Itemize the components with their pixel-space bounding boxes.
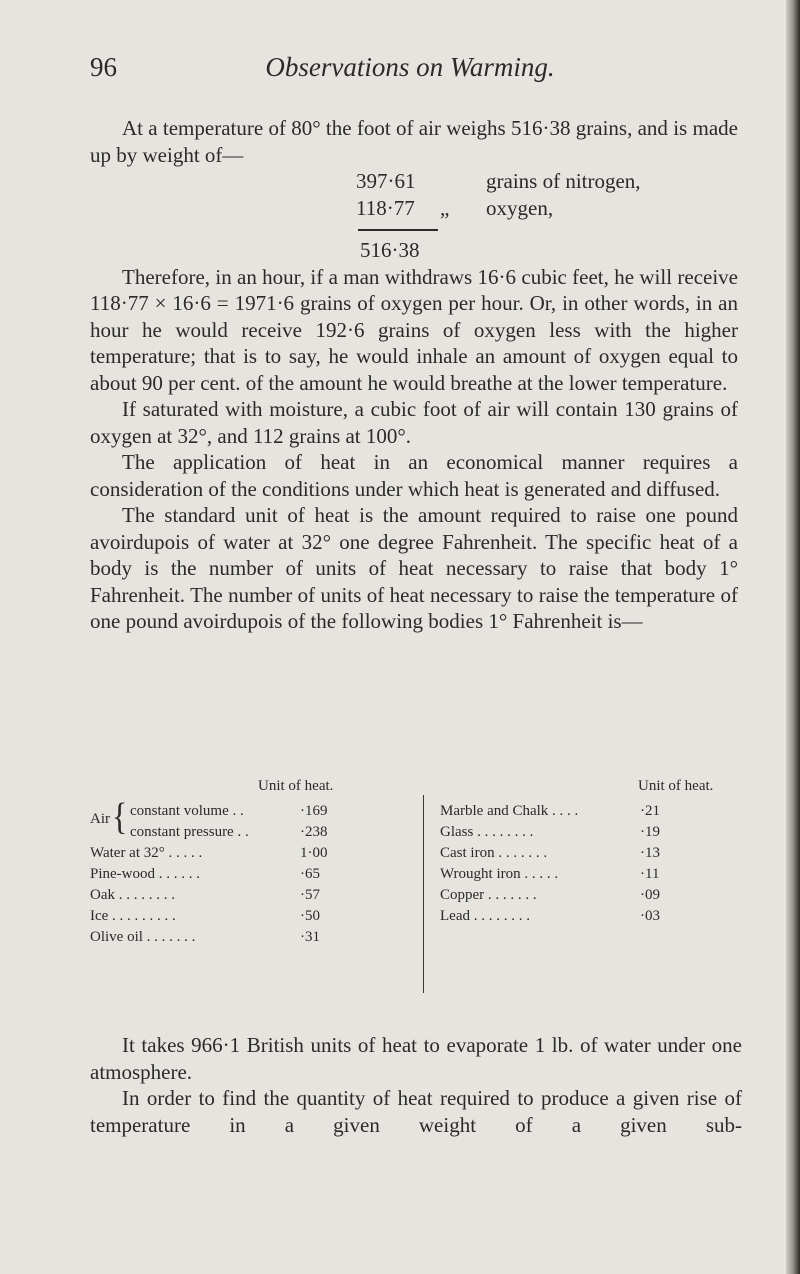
page-number: 96 bbox=[90, 52, 117, 82]
table-row bbox=[90, 843, 340, 864]
heat-value: ·19 bbox=[640, 824, 660, 840]
substance-name: Water at 32° . . . . . bbox=[90, 845, 203, 861]
running-title: Observations on Warming. bbox=[265, 52, 555, 82]
composition-total: 516·38 bbox=[360, 238, 420, 262]
paragraph: At a temperature of 80° the foot of air weighs 516·38 grains, and is made up by weight of— bbox=[90, 116, 738, 167]
heat-value: ·09 bbox=[640, 887, 660, 903]
heat-value: ·50 bbox=[300, 908, 320, 924]
substance-name: Olive oil . . . . . . . bbox=[90, 929, 196, 945]
table-row bbox=[90, 906, 340, 927]
heat-value: ·169 bbox=[300, 803, 328, 819]
substance-name: Oak . . . . . . . . bbox=[90, 887, 175, 903]
heat-value: ·11 bbox=[640, 866, 660, 882]
substance-name: Cast iron . . . . . . . bbox=[440, 845, 548, 861]
table-row bbox=[440, 864, 680, 885]
composition-line bbox=[356, 195, 738, 222]
paragraph: If saturated with moisture, a cubic foot of air will contain 130 grains of oxygen at 32°, and 112 grains at 100°. bbox=[90, 397, 738, 448]
table-row bbox=[90, 864, 340, 885]
table-row bbox=[440, 843, 680, 864]
column-divider bbox=[423, 795, 424, 993]
closing-text bbox=[90, 1032, 742, 1138]
air-composition bbox=[90, 168, 738, 264]
table-row bbox=[90, 927, 340, 948]
ditto-mark: „ bbox=[440, 195, 450, 220]
paragraph: The standard unit of heat is the amount required to raise one pound avoirdupois of water at 32° one degree Fahrenheit. The specific heat of a body is the number of units of heat necessary to raise that body 1° Fahrenheit. The number of units of heat necessary to raise the temperature of one pound avoirdupois of the following bodies 1° Fahrenheit is— bbox=[90, 503, 738, 633]
composition-line bbox=[356, 168, 738, 195]
substance-name: Marble and Chalk . . . . bbox=[440, 803, 579, 819]
composition-value: 397·61 bbox=[356, 169, 416, 193]
substance-name: Glass . . . . . . . . bbox=[440, 824, 534, 840]
substance-name: constant pressure . . bbox=[130, 824, 249, 840]
sum-rule bbox=[358, 229, 438, 231]
heat-value: ·57 bbox=[300, 887, 320, 903]
table-row bbox=[440, 906, 680, 927]
heat-value: ·65 bbox=[300, 866, 320, 882]
heat-value: ·31 bbox=[300, 929, 320, 945]
paragraph: The application of heat in an economical manner requires a consideration of the conditions under which heat is generated and diffused. bbox=[90, 450, 738, 501]
paragraph: Therefore, in an hour, if a man withdraws 16·6 cubic feet, he will receive 118·77 × 16·6 = 1971·6 grains of oxygen per hour. Or, in other words, in an hour he would receive 192·6 grains of oxygen less with the higher temperature; that is to say, he would inhale an amount of oxygen equal to about 90 per cent. of the amount he would breathe at the lower temperature. bbox=[90, 264, 738, 395]
paragraph: It takes 966·1 British units of heat to evaporate 1 lb. of water under one atmosphere. bbox=[90, 1033, 742, 1084]
heat-value: ·03 bbox=[640, 908, 660, 924]
table-left-column bbox=[90, 801, 340, 948]
table-row bbox=[90, 801, 340, 822]
paragraph: In order to find the quantity of heat required to produce a given rise of temperature in a given weight of a given sub- bbox=[90, 1086, 742, 1137]
heat-value: ·21 bbox=[640, 803, 660, 819]
unit-header-left: Unit of heat. bbox=[258, 778, 334, 794]
composition-label: oxygen, bbox=[486, 195, 554, 220]
ditto-mark bbox=[422, 168, 486, 195]
unit-header-right: Unit of heat. bbox=[638, 778, 714, 794]
composition-value: 118·77 bbox=[356, 195, 415, 220]
heat-value: 1·00 bbox=[300, 845, 328, 861]
table-row bbox=[440, 885, 680, 906]
body-text bbox=[90, 115, 738, 635]
substance-name: Ice . . . . . . . . . bbox=[90, 908, 176, 924]
page-header bbox=[90, 52, 730, 92]
heat-value: ·238 bbox=[300, 824, 328, 840]
specific-heat-table bbox=[90, 778, 750, 1013]
heat-value: ·13 bbox=[640, 845, 660, 861]
table-row bbox=[440, 801, 680, 822]
substance-name: Lead . . . . . . . . bbox=[440, 908, 530, 924]
composition-label: grains of nitrogen, bbox=[486, 169, 641, 193]
table-row bbox=[90, 885, 340, 906]
substance-name: Copper . . . . . . . bbox=[440, 887, 537, 903]
substance-name: constant volume . . bbox=[130, 803, 244, 819]
substance-name: Wrought iron . . . . . bbox=[440, 866, 559, 882]
table-row bbox=[440, 822, 680, 843]
table-right-column bbox=[440, 801, 680, 927]
page-edge-shadow bbox=[786, 0, 800, 1274]
table-row bbox=[90, 822, 340, 843]
brace-mark: { bbox=[112, 794, 128, 838]
air-label: Air bbox=[90, 811, 110, 827]
substance-name: Pine-wood . . . . . . bbox=[90, 866, 200, 882]
